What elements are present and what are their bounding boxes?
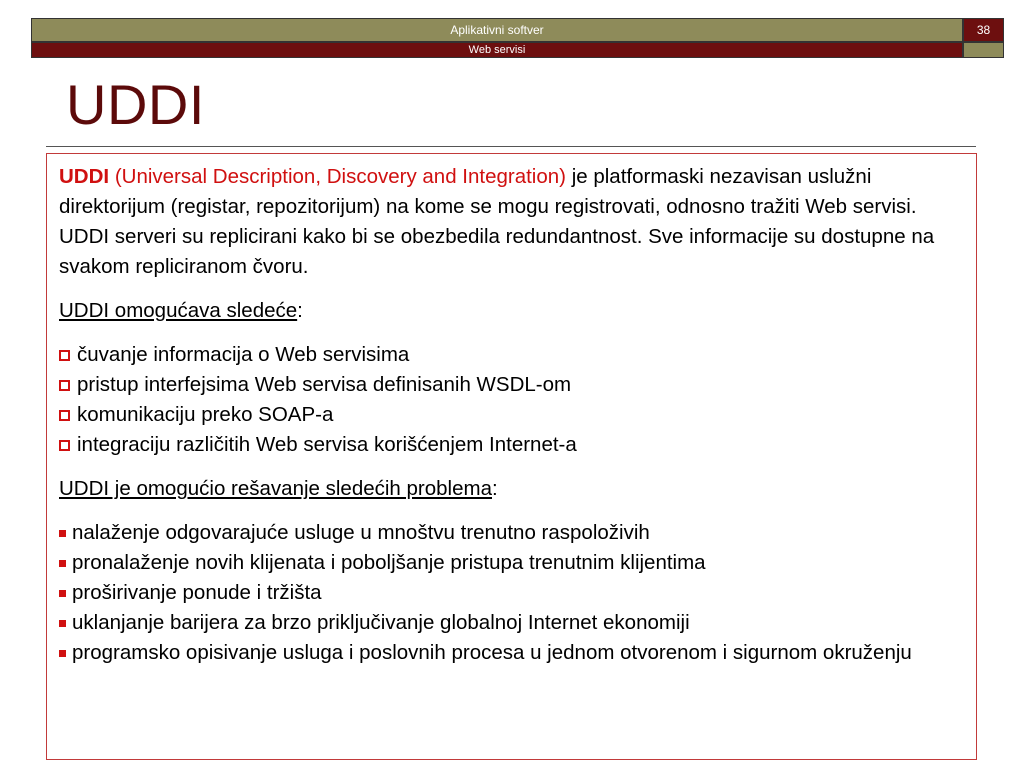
- list-item: [59, 608, 966, 638]
- checkbox-square-bullet-icon: [59, 440, 70, 451]
- intro-text: je platformaski nezavisan uslužni direktorijum (registar, repozitorijum) na kome se mogu registrovati, odnosno tražiti Web servisi. UDDI serveri su replicirani kako bi se obezbedila redundantnost. Sve informacije su dostupne na svakom repliciranom čvoru.: [59, 165, 935, 278]
- list-item-text: proširivanje ponude i tržišta: [72, 581, 322, 604]
- list-item-text: integraciju različitih Web servisa korišćenjem Internet-a: [77, 433, 577, 456]
- square-bullet-icon: [59, 620, 66, 627]
- list-item-text: uklanjanje barijera za brzo priključivanje globalnoj Internet ekonomiji: [72, 611, 690, 634]
- square-bullet-icon: [59, 560, 66, 567]
- slide-number-box: [963, 18, 1004, 42]
- list-item-text: komunikaciju preko SOAP-a: [77, 403, 334, 426]
- intro-acronym: UDDI: [59, 165, 110, 188]
- content-box: [46, 153, 977, 760]
- section2-colon: :: [492, 477, 498, 500]
- header-course-bar: [31, 18, 963, 42]
- slide-number: 38: [976, 23, 991, 37]
- list-item-text: pronalaženje novih klijenata i poboljšanje pristupa trenutnim klijentima: [72, 551, 706, 574]
- list-item: [59, 430, 966, 460]
- checkbox-square-bullet-icon: [59, 410, 70, 421]
- list-item: [59, 400, 966, 430]
- slide-title: UDDI: [66, 73, 205, 136]
- square-bullet-icon: [59, 590, 66, 597]
- section2-heading: UDDI je omogućio rešavanje sledećih problema: [59, 477, 492, 500]
- list-item-text: nalaženje odgovarajuće usluge u mnoštvu trenutno raspoloživih: [72, 521, 650, 544]
- checkbox-square-bullet-icon: [59, 380, 70, 391]
- section1-colon: :: [297, 299, 303, 322]
- checkbox-square-bullet-icon: [59, 350, 70, 361]
- title-divider: [46, 146, 976, 147]
- section1-list: [59, 340, 966, 460]
- list-item: [59, 370, 966, 400]
- list-item: [59, 548, 966, 578]
- intro-expansion: (Universal Description, Discovery and Integration): [114, 165, 566, 188]
- section1-heading-line: [59, 296, 966, 326]
- header-corner-block: [963, 42, 1004, 58]
- section2-list: [59, 518, 966, 668]
- list-item: [59, 340, 966, 370]
- header-section-bar: [31, 42, 963, 58]
- list-item-text: pristup interfejsima Web servisa definisanih WSDL-om: [77, 373, 572, 396]
- list-item-text: čuvanje informacija o Web servisima: [77, 343, 410, 366]
- header-course-title: Aplikativni softver: [450, 23, 544, 37]
- square-bullet-icon: [59, 650, 66, 657]
- header-section-title: Web servisi: [468, 44, 526, 56]
- square-bullet-icon: [59, 530, 66, 537]
- list-item: [59, 638, 966, 668]
- intro-paragraph: [59, 162, 966, 282]
- section1-heading: UDDI omogućava sledeće: [59, 299, 298, 322]
- section2-heading-line: [59, 474, 966, 504]
- list-item: [59, 578, 966, 608]
- list-item-text: programsko opisivanje usluga i poslovnih procesa u jednom otvorenom i sigurnom okruženju: [72, 641, 912, 664]
- list-item: [59, 518, 966, 548]
